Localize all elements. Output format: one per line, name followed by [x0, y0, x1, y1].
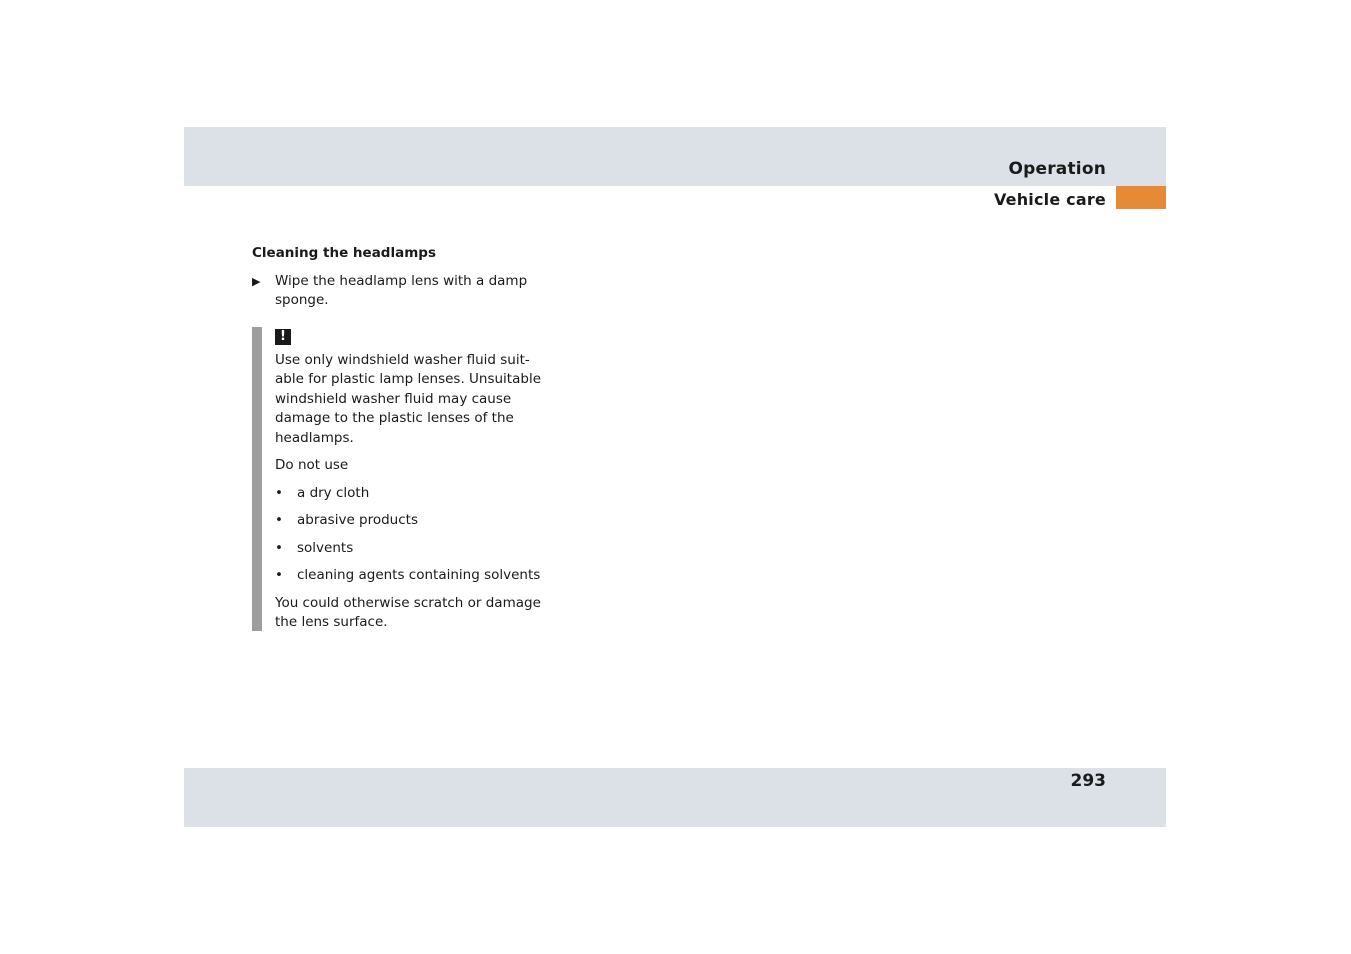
bullet-icon: •: [275, 539, 283, 556]
list-item-text: a dry cloth: [297, 484, 370, 501]
instruction-step: [252, 272, 542, 311]
list-item: [275, 484, 542, 504]
subsection-title: Vehicle care: [993, 190, 1106, 209]
warning-side-bar: [252, 327, 262, 631]
list-item: [275, 566, 542, 586]
warning-box: [252, 327, 542, 645]
bullet-icon: •: [275, 512, 283, 528]
list-item-text: abrasive products: [297, 512, 418, 528]
warning-intro: Do not use: [275, 457, 349, 473]
warning-exclamation-icon: !: [275, 329, 291, 345]
section-tab-marker: [1116, 186, 1166, 209]
step-arrow-icon: ▶: [252, 274, 261, 288]
footer-band: [184, 768, 1166, 827]
bullet-icon: •: [275, 484, 283, 501]
main-content: [252, 244, 542, 645]
list-item-text: cleaning agents containing solvents: [297, 567, 541, 583]
section-title: Operation: [1008, 159, 1106, 179]
section-heading: Cleaning the headlamps: [252, 245, 436, 261]
page-number: 293: [1070, 771, 1106, 791]
warning-list: [275, 484, 542, 586]
list-item: [275, 539, 542, 559]
bullet-icon: •: [275, 567, 283, 583]
warning-closing: You could otherwise scratch or damage the lens surface.: [275, 594, 541, 630]
list-item-text: solvents: [297, 539, 354, 556]
list-item: [275, 511, 542, 531]
warning-paragraph: Use only windshield washer fluid suit-able for plastic lamp lenses. Unsuitable windshield washer fluid may cause damage to the plastic lenses of the headlamps.: [275, 351, 541, 446]
step-text: Wipe the headlamp lens with a damp sponge.: [275, 272, 528, 308]
